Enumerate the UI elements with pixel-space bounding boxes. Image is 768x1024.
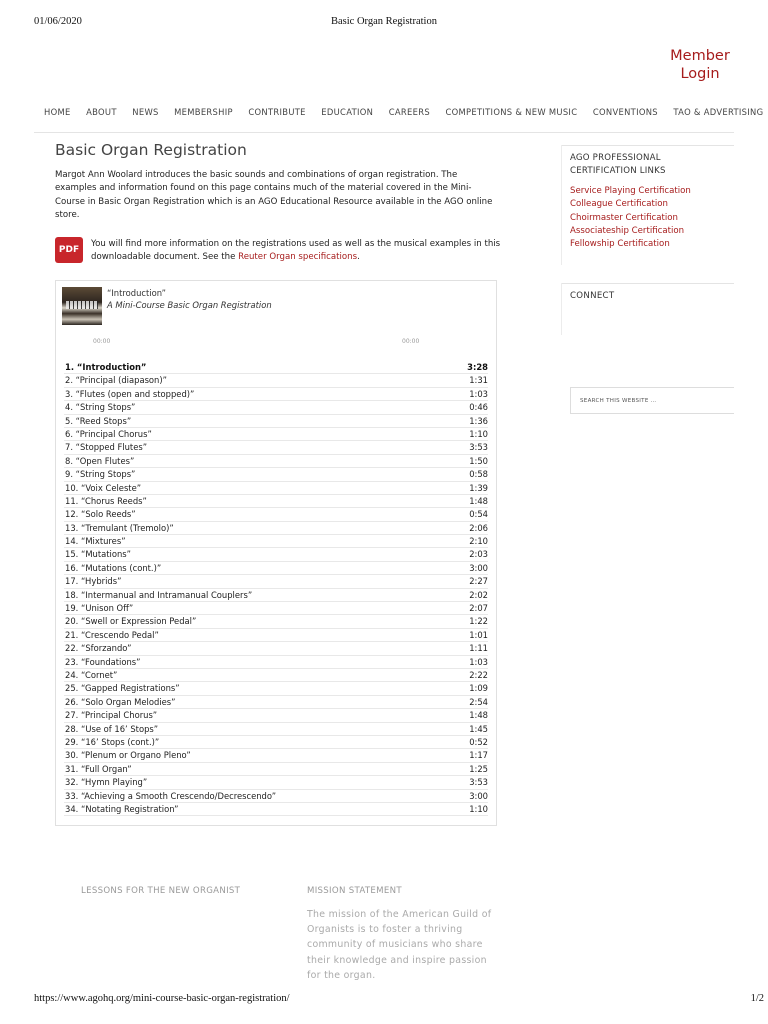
- member-login-link[interactable]: [660, 47, 740, 83]
- track-row[interactable]: [64, 723, 488, 736]
- track-duration: 2:10: [469, 536, 488, 547]
- track-row[interactable]: [64, 455, 488, 468]
- mission-text: The mission of the American Guild of Organists is to foster a thriving community of musicians who share their knowledge and inspire passion for the organ.: [307, 909, 492, 981]
- nav-item-home[interactable]: HOME: [44, 107, 71, 117]
- search-box: [570, 387, 734, 414]
- sidebar-divider: [561, 145, 734, 146]
- member-login-line1: Member: [670, 48, 730, 64]
- nav-item-about[interactable]: ABOUT: [86, 107, 117, 117]
- nav-item-contribute[interactable]: CONTRIBUTE: [248, 107, 306, 117]
- track-duration: 2:03: [469, 549, 488, 560]
- lessons-heading[interactable]: LESSONS FOR THE NEW ORGANIST: [81, 886, 241, 896]
- track-row[interactable]: [64, 361, 488, 374]
- track-name: 8. “Open Flutes”: [65, 455, 135, 466]
- nav-item-membership[interactable]: MEMBERSHIP: [174, 107, 233, 117]
- link-choirmaster[interactable]: Choirmaster Certification: [570, 212, 678, 223]
- connect-heading: CONNECT: [570, 291, 615, 301]
- reuter-specs-link[interactable]: Reuter Organ specifications: [238, 252, 358, 263]
- nav-item-education[interactable]: EDUCATION: [321, 107, 374, 117]
- track-row[interactable]: [64, 736, 488, 749]
- track-duration: 2:22: [469, 669, 488, 680]
- track-name: 11. “Chorus Reeds”: [65, 495, 147, 506]
- track-duration: 1:31: [469, 375, 488, 386]
- track-row[interactable]: [64, 401, 488, 414]
- track-duration: 1:25: [469, 763, 488, 774]
- track-duration: 3:00: [469, 562, 488, 573]
- track-name: 15. “Mutations”: [65, 549, 132, 560]
- member-login-line2: Login: [680, 66, 720, 82]
- track-row[interactable]: [64, 656, 488, 669]
- track-duration: 1:48: [469, 495, 488, 506]
- print-date: 01/06/2020: [34, 16, 82, 27]
- pdf-description: [91, 238, 501, 265]
- mission-heading: MISSION STATEMENT: [307, 886, 402, 896]
- audio-playlist: [55, 280, 497, 826]
- track-name: 4. “String Stops”: [65, 402, 136, 413]
- track-row[interactable]: [64, 428, 488, 441]
- track-name: 26. “Solo Organ Melodies”: [65, 696, 176, 707]
- track-row[interactable]: [64, 468, 488, 481]
- certification-links: [570, 185, 691, 251]
- track-row[interactable]: [64, 749, 488, 762]
- connect-divider: [561, 283, 734, 284]
- track-duration: 2:06: [469, 522, 488, 533]
- track-duration: 3:53: [469, 777, 488, 788]
- track-name: 30. “Plenum or Organo Pleno”: [65, 750, 191, 761]
- track-name: 16. “Mutations (cont.)”: [65, 562, 162, 573]
- album-title: A Mini-Course Basic Organ Registration: [107, 300, 272, 310]
- track-duration: 3:53: [469, 442, 488, 453]
- track-name: 6. “Principal Chorus”: [65, 428, 152, 439]
- current-track-title: “Introduction”: [107, 288, 166, 298]
- track-name: 17. “Hybrids”: [65, 576, 122, 587]
- track-duration: 1:22: [469, 616, 488, 627]
- nav-item-tao-advertising[interactable]: TAO & ADVERTISING: [673, 107, 764, 117]
- track-name: 27. “Principal Chorus”: [65, 710, 158, 721]
- print-title: Basic Organ Registration: [331, 16, 437, 27]
- track-duration: 1:48: [469, 710, 488, 721]
- track-duration: 1:39: [469, 482, 488, 493]
- track-row[interactable]: [64, 482, 488, 495]
- track-row[interactable]: [64, 495, 488, 508]
- track-row[interactable]: [64, 415, 488, 428]
- time-elapsed: 00:00: [93, 338, 111, 345]
- track-name: 13. “Tremulant (Tremolo)”: [65, 522, 174, 533]
- track-duration: 0:46: [469, 402, 488, 413]
- track-name: 21. “Crescendo Pedal”: [65, 629, 159, 640]
- track-name: 5. “Reed Stops”: [65, 415, 132, 426]
- nav-item-news[interactable]: NEWS: [132, 107, 159, 117]
- track-name: 7. “Stopped Flutes”: [65, 442, 148, 453]
- track-duration: 2:02: [469, 589, 488, 600]
- track-name: 29. “16’ Stops (cont.)”: [65, 736, 160, 747]
- print-header: [0, 16, 768, 30]
- main-nav: [44, 107, 768, 117]
- track-name: 33. “Achieving a Smooth Crescendo/Decrescendo”: [65, 790, 277, 801]
- track-duration: 3:28: [467, 362, 488, 372]
- track-name: 18. “Intermanual and Intramanual Couplers”: [65, 589, 253, 600]
- nav-item-conventions[interactable]: CONVENTIONS: [592, 107, 658, 117]
- track-row[interactable]: [64, 803, 488, 816]
- track-row[interactable]: [64, 602, 488, 615]
- nav-item-competitions[interactable]: COMPETITIONS & NEW MUSIC: [445, 107, 578, 117]
- track-duration: 1:10: [469, 803, 488, 814]
- track-name: 24. “Cornet”: [65, 669, 118, 680]
- track-name: 19. “Unison Off”: [65, 603, 134, 614]
- track-name: 25. “Gapped Registrations”: [65, 683, 180, 694]
- link-associateship[interactable]: Associateship Certification: [570, 225, 685, 236]
- track-row[interactable]: [64, 763, 488, 776]
- track-duration: 0:54: [469, 509, 488, 520]
- pdf-text-end: .: [357, 252, 360, 263]
- track-row[interactable]: [64, 508, 488, 521]
- track-name: 10. “Voix Celeste”: [65, 482, 142, 493]
- track-row[interactable]: [64, 562, 488, 575]
- track-duration: 3:00: [469, 790, 488, 801]
- connect-border: [561, 283, 562, 335]
- track-duration: 1:01: [469, 629, 488, 640]
- print-url: https://www.agohq.org/mini-course-basic-organ-registration/: [34, 993, 290, 1004]
- track-row[interactable]: [64, 776, 488, 789]
- track-row[interactable]: [64, 441, 488, 454]
- track-row[interactable]: [64, 615, 488, 628]
- track-duration: 1:11: [469, 643, 488, 654]
- link-service-playing[interactable]: Service Playing Certification: [570, 186, 691, 196]
- track-duration: 1:03: [469, 388, 488, 399]
- track-row[interactable]: [64, 535, 488, 548]
- track-name: 3. “Flutes (open and stopped)”: [65, 388, 195, 399]
- track-duration: 0:52: [469, 736, 488, 747]
- track-row[interactable]: [64, 548, 488, 561]
- search-input[interactable]: [571, 388, 735, 413]
- track-row[interactable]: [64, 669, 488, 682]
- track-name: 22. “Sforzando”: [65, 643, 132, 654]
- track-name: 1. “Introduction”: [65, 362, 147, 372]
- print-page-number: 1/2: [750, 993, 764, 1004]
- track-duration: 0:58: [469, 469, 488, 480]
- track-row[interactable]: [64, 629, 488, 642]
- track-name: 34. “Notating Registration”: [65, 803, 179, 814]
- track-name: 9. “String Stops”: [65, 469, 136, 480]
- track-name: 31. “Full Organ”: [65, 763, 132, 774]
- track-duration: 2:27: [469, 576, 488, 587]
- pdf-icon-label: PDF: [58, 245, 80, 255]
- track-row[interactable]: [64, 682, 488, 695]
- track-row[interactable]: [64, 575, 488, 588]
- track-duration: 2:54: [469, 696, 488, 707]
- track-list: [64, 361, 488, 816]
- track-duration: 1:36: [469, 415, 488, 426]
- track-name: 32. “Hymn Playing”: [65, 777, 148, 788]
- track-row[interactable]: [64, 709, 488, 722]
- track-name: 20. “Swell or Expression Pedal”: [65, 616, 197, 627]
- track-name: 12. “Solo Reeds”: [65, 509, 136, 520]
- pdf-text: You will find more information on the registrations used as well as the musical examples in this downloadable document. See the: [91, 239, 501, 263]
- track-row[interactable]: [64, 696, 488, 709]
- track-name: 14. “Mixtures”: [65, 536, 126, 547]
- track-duration: 1:03: [469, 656, 488, 667]
- album-thumbnail: [62, 287, 102, 325]
- track-duration: 1:50: [469, 455, 488, 466]
- track-row[interactable]: [64, 522, 488, 535]
- intro-paragraph: Margot Ann Woolard introduces the basic sounds and combinations of organ registration. The examples and information found on this page contains much of the material covered in the Mini-Course in Basic Organ Registration which is an AGO Educational Resource available in the AGO online store.: [55, 170, 493, 220]
- time-total: 00:00: [402, 338, 420, 345]
- track-row[interactable]: [64, 374, 488, 387]
- pdf-icon[interactable]: [55, 237, 83, 263]
- track-name: 2. “Principal (diapason)”: [65, 375, 167, 386]
- track-duration: 1:09: [469, 683, 488, 694]
- track-name: 28. “Use of 16’ Stops”: [65, 723, 159, 734]
- track-duration: 1:45: [469, 723, 488, 734]
- nav-divider: [34, 132, 734, 133]
- track-row[interactable]: [64, 589, 488, 602]
- track-row[interactable]: [64, 642, 488, 655]
- certification-heading: AGO PROFESSIONAL CERTIFICATION LINKS: [570, 153, 666, 176]
- link-fellowship[interactable]: Fellowship Certification: [570, 239, 670, 250]
- page-title: Basic Organ Registration: [55, 141, 247, 159]
- track-duration: 1:17: [469, 750, 488, 761]
- track-name: 23. “Foundations”: [65, 656, 141, 667]
- track-duration: 2:07: [469, 603, 488, 614]
- nav-item-careers[interactable]: CAREERS: [388, 107, 430, 117]
- track-duration: 1:10: [469, 428, 488, 439]
- link-colleague[interactable]: Colleague Certification: [570, 199, 668, 210]
- track-row[interactable]: [64, 790, 488, 803]
- sidebar-border: [561, 145, 562, 265]
- track-row[interactable]: [64, 388, 488, 401]
